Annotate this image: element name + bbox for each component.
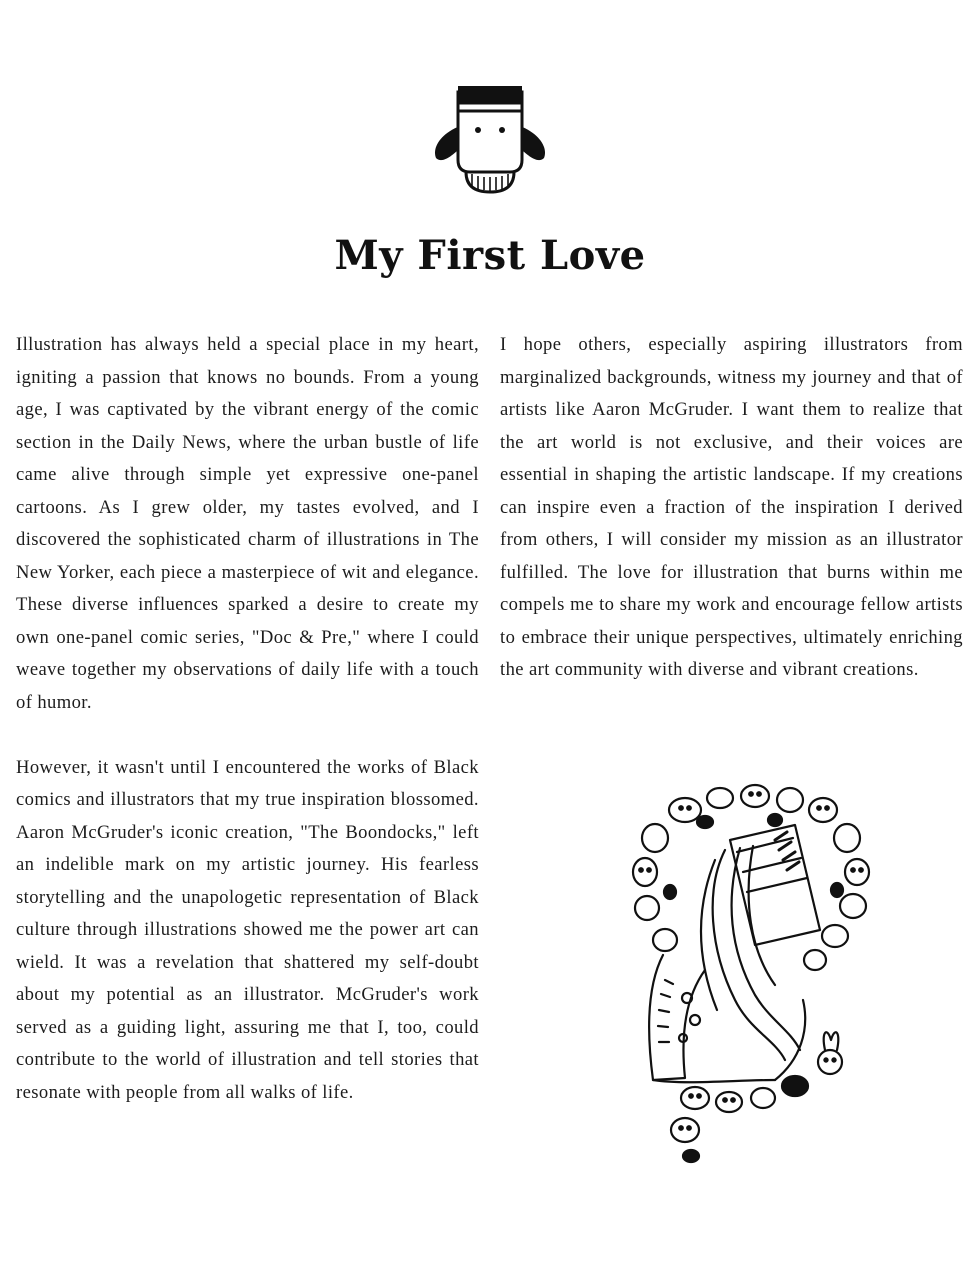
paragraph-3: I hope others, especially aspiring illustrators from marginalized backgrounds, witness my journey and that of artists like Aaron McGruder. I want them to realize that the art world is not exclusive, and their voices are essential in shaping the artistic landscape. If my creations can inspire even a fraction of the inspiration I derived from others, I will consider my mission as an illustrator fulfilled. The love for illustration that burns within me compels me to share my work and encourage fellow artists to embrace their unique perspectives, ultimately enriching the art community with diverse and vibrant creations. bbox=[500, 334, 963, 680]
right-column bbox=[500, 329, 963, 687]
page-title: My First Love bbox=[334, 232, 646, 279]
left-column bbox=[16, 329, 479, 1109]
paragraph-1: Illustration has always held a special place in my heart, igniting a passion that knows no bounds. From a young age, I was captivated by the vibrant energy of the comic section in the Daily News, where the urban bustle of life came alive through simple yet expressive one-panel cartoons. As I grew older, my tastes evolved, and I discovered the sophisticated charm of illustrations in The New Yorker, each piece a masterpiece of wit and elegance. These diverse influences sparked a desire to create my own one-panel comic series, "Doc & Pre," where I could weave together my observations of daily life with a touch of humor. bbox=[16, 334, 479, 713]
character-head-logo-icon bbox=[430, 82, 550, 200]
line-art-illustration-icon bbox=[625, 780, 875, 1165]
paragraph-2: However, it wasn't until I encountered the works of Black comics and illustrators that my true inspiration blossomed. Aaron McGruder's iconic creation, "The Boondocks," left an indelible mark on my artistic journey. His fearless storytelling and the unapologetic representation of Black culture through illustrations showed me the power art can wield. It was a revelation that shattered my self-doubt about my potential as an illustrator. McGruder's work served as a guiding light, assuring me that I, too, could contribute to the world of illustration and tell stories that resonate with people from all walks of life. bbox=[16, 756, 479, 1103]
